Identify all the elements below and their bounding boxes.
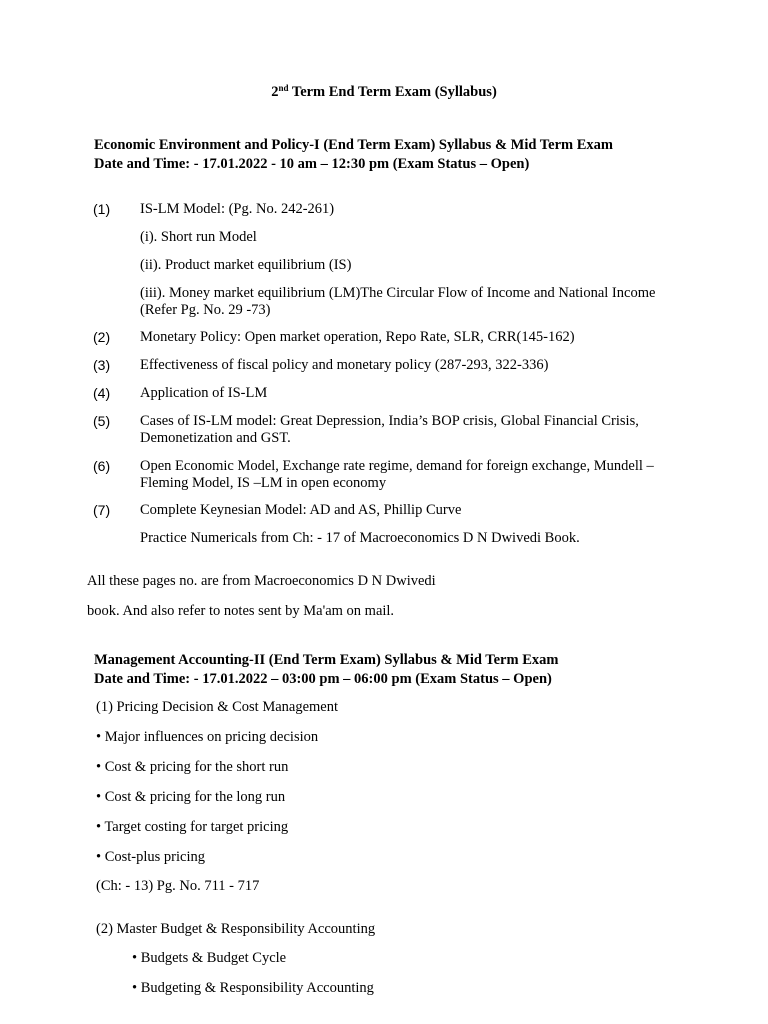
section1-heading xyxy=(94,136,714,174)
list-item: (2) Master Budget & Responsibility Accounting xyxy=(96,921,376,937)
item-number: (2) xyxy=(93,329,111,345)
list-item: • Cost-plus pricing xyxy=(96,849,205,865)
list-item: • Cost & pricing for the long run xyxy=(96,789,286,805)
item-number: (6) xyxy=(93,458,111,474)
note-line: All these pages no. are from Macroeconomics D N Dwivedi xyxy=(87,573,436,589)
item-text: (iii). Money market equilibrium (LM)The Circular Flow of Income and National Income (Refer Pg. No. 29 -73) xyxy=(140,285,656,318)
list-item: (Ch: - 13) Pg. No. 711 - 717 xyxy=(96,878,260,894)
item-text: Open Economic Model, Exchange rate regime, demand for foreign exchange, Mundell –Fleming Model, IS –LM in open economy xyxy=(140,458,654,491)
list-item: • Cost & pricing for the short run xyxy=(96,759,289,775)
item-text: (i). Short run Model xyxy=(140,229,257,245)
page-title: 2nd Term End Term Exam (Syllabus) xyxy=(271,83,497,100)
section2-heading xyxy=(94,651,714,689)
section2-heading-line2: Date and Time: - 17.01.2022 – 03:00 pm – 06:00 pm (Exam Status – Open) xyxy=(94,671,552,687)
list-item: • Budgeting & Responsibility Accounting xyxy=(132,980,374,996)
section1-heading-line2: Date and Time: - 17.01.2022 - 10 am – 12:30 pm (Exam Status – Open) xyxy=(94,156,530,172)
item-number: (3) xyxy=(93,357,111,373)
item-text: Practice Numericals from Ch: - 17 of Macroeconomics D N Dwivedi Book. xyxy=(140,530,580,546)
item-number: (7) xyxy=(93,502,111,518)
item-number: (5) xyxy=(93,413,111,429)
list-item: • Target costing for target pricing xyxy=(96,819,289,835)
item-text: IS-LM Model: (Pg. No. 242-261) xyxy=(140,201,335,217)
item-text: Monetary Policy: Open market operation, Repo Rate, SLR, CRR(145-162) xyxy=(140,329,575,345)
item-text: Complete Keynesian Model: AD and AS, Phillip Curve xyxy=(140,502,462,518)
list-item: • Budgets & Budget Cycle xyxy=(132,950,287,966)
item-number: (4) xyxy=(93,385,111,401)
note-line: book. And also refer to notes sent by Ma'am on mail. xyxy=(87,603,395,619)
item-text: Cases of IS-LM model: Great Depression, India’s BOP crisis, Global Financial Crisis, Demonetization and GST. xyxy=(140,413,639,446)
item-number: (1) xyxy=(93,201,111,217)
item-text: Application of IS-LM xyxy=(140,385,268,401)
list-item: (1) Pricing Decision & Cost Management xyxy=(96,699,339,715)
list-item: • Major influences on pricing decision xyxy=(96,729,319,745)
section1-heading-line1: Economic Environment and Policy-I (End Term Exam) Syllabus & Mid Term Exam xyxy=(94,137,613,153)
item-text: Effectiveness of fiscal policy and monetary policy (287-293, 322-336) xyxy=(140,357,549,373)
section2-heading-line1: Management Accounting-II (End Term Exam) Syllabus & Mid Term Exam xyxy=(94,652,559,668)
item-text: (ii). Product market equilibrium (IS) xyxy=(140,257,352,273)
